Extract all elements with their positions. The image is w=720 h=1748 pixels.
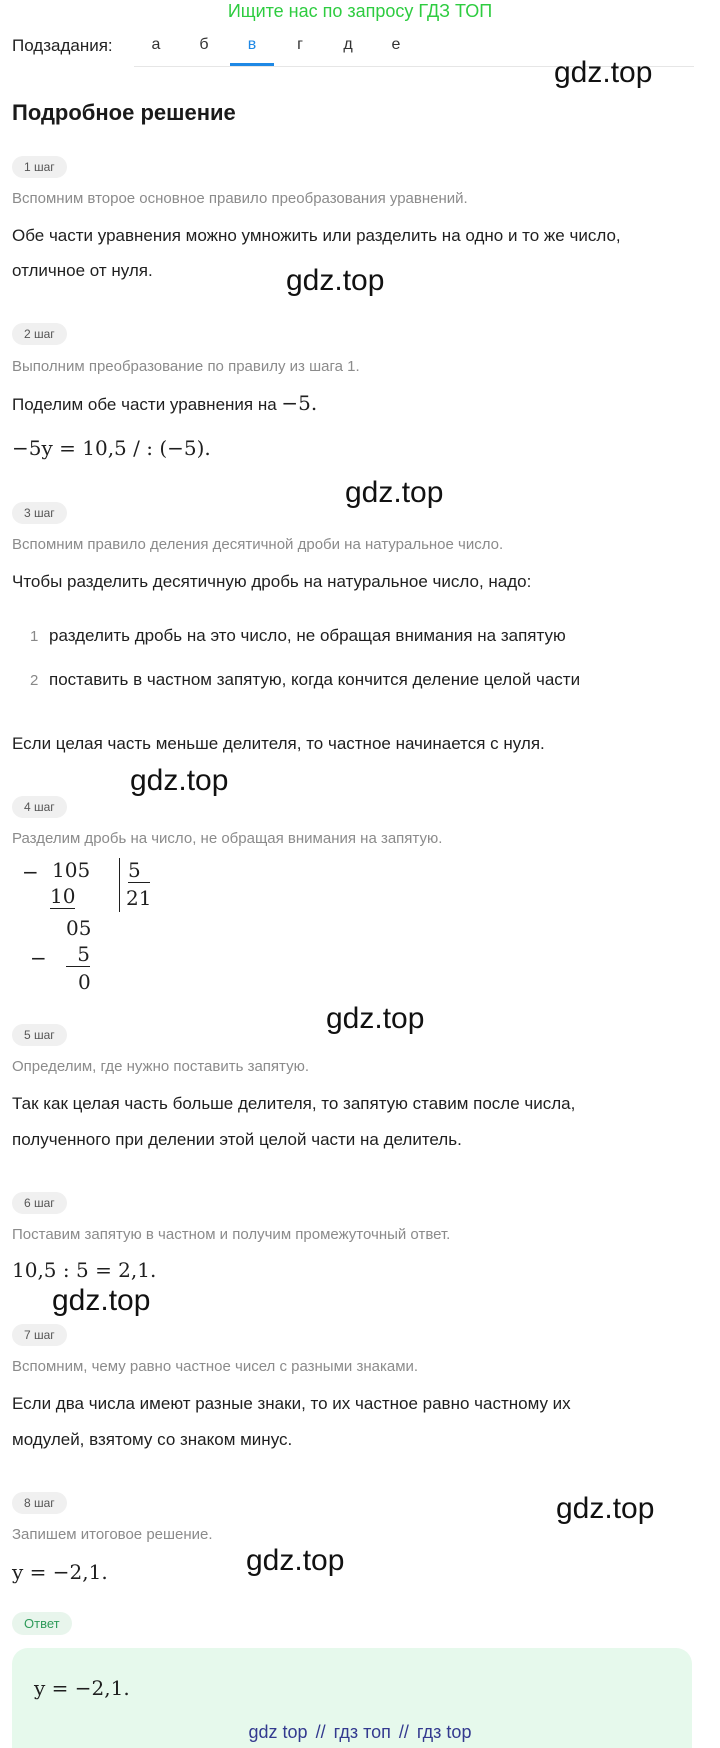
division-subtract-1: 10 [50, 884, 76, 908]
step-hint-1: Вспомним второе основное правило преобразования уравнений. [12, 190, 468, 207]
tab-v[interactable]: в [230, 36, 274, 66]
step-badge-2: 2 шаг [12, 323, 67, 345]
step-hint-5: Определим, где нужно поставить запятую. [12, 1058, 309, 1075]
watermark: gdz.top [554, 56, 653, 89]
step-text-1b: отличное от нуля. [12, 261, 153, 280]
footer-link-2[interactable]: гдз топ [333, 1722, 391, 1742]
step-hint-7: Вспомним, чему равно частное чисел с разными знаками. [12, 1358, 419, 1375]
subtasks-label: Подзадания: [12, 36, 113, 55]
tab-e[interactable]: е [391, 36, 401, 53]
watermark: gdz.top [246, 1544, 345, 1577]
step-note-3: Если целая часть меньше делителя, то частное начинается с нуля. [12, 734, 545, 753]
tab-a[interactable]: а [151, 36, 161, 53]
footer-separator: // [315, 1722, 326, 1742]
answer-badge: Ответ [12, 1612, 72, 1635]
watermark: gdz.top [286, 264, 385, 297]
watermark: gdz.top [52, 1284, 151, 1317]
division-minus-1: − [22, 860, 39, 884]
step-badge-8: 8 шаг [12, 1492, 67, 1514]
footer-separator: // [398, 1722, 409, 1742]
page-title: Подробное решение [12, 100, 236, 125]
promo-banner: Ищите нас по запросу ГДЗ ТОП [227, 1, 493, 21]
step-text-1a: Обе части уравнения можно умножить или разделить на одно и то же число, [12, 226, 621, 245]
tab-b[interactable]: б [199, 36, 209, 53]
step-text-5a: Так как целая часть больше делителя, то запятую ставим после числа, [12, 1094, 576, 1113]
step-text-2-words: Поделим обе части уравнения на [12, 395, 277, 414]
step-text-5b: полученного при делении этой целой части на делитель. [12, 1130, 462, 1149]
answer-formula: y = −2,1. [34, 1676, 130, 1700]
list-item-2: поставить в частном запятую, когда кончится деление целой части [49, 670, 581, 689]
step-hint-6: Поставим запятую в частном и получим промежуточный ответ. [12, 1226, 451, 1243]
division-divisor: 5 [128, 858, 150, 883]
step-badge-7: 7 шаг [12, 1324, 67, 1346]
step-hint-8: Запишем итоговое решение. [12, 1526, 213, 1543]
step-text-2 [12, 386, 317, 422]
footer-link-3[interactable]: гдз top [416, 1722, 472, 1742]
division-bracket-vertical [119, 858, 120, 912]
list-number-1: 1 [30, 628, 39, 645]
division-quotient: 21 [126, 886, 152, 910]
division-subtract-2: 5 [66, 942, 90, 967]
footer-links [0, 1722, 720, 1743]
formula-step-8: y = −2,1. [12, 1560, 108, 1584]
step-badge-5: 5 шаг [12, 1024, 67, 1046]
division-remainder-1: 05 [66, 916, 92, 940]
step-text-3: Чтобы разделить десятичную дробь на натуральное число, надо: [12, 572, 532, 591]
watermark: gdz.top [130, 764, 229, 797]
division-minus-2: − [30, 946, 47, 970]
division-dividend: 105 [52, 858, 91, 882]
step-hint-3: Вспомним правило деления десятичной дроби на натуральное число. [12, 536, 504, 553]
formula-step-2: −5y = 10,5 / : (−5). [12, 436, 211, 460]
tab-d[interactable]: д [343, 36, 353, 53]
step-text-2-number: −5. [281, 391, 318, 415]
list-number-2: 2 [30, 672, 39, 689]
step-hint-2: Выполним преобразование по правилу из шага 1. [12, 358, 360, 375]
division-remainder-2: 0 [78, 970, 91, 994]
formula-step-6: 10,5 : 5 = 2,1. [12, 1258, 157, 1282]
step-text-7b: модулей, взятому со знаком минус. [12, 1430, 293, 1449]
watermark: gdz.top [345, 476, 444, 509]
watermark: gdz.top [556, 1492, 655, 1525]
footer-link-1[interactable]: gdz top [248, 1722, 308, 1742]
list-item-1: разделить дробь на это число, не обращая внимания на запятую [49, 626, 566, 645]
step-hint-4: Разделим дробь на число, не обращая внимания на запятую. [12, 830, 443, 847]
tab-g[interactable]: г [297, 36, 303, 53]
step-badge-4: 4 шаг [12, 796, 67, 818]
step-badge-1: 1 шаг [12, 156, 67, 178]
step-badge-6: 6 шаг [12, 1192, 67, 1214]
step-text-7a: Если два числа имеют разные знаки, то их частное равно частному их [12, 1394, 571, 1413]
watermark: gdz.top [326, 1002, 425, 1035]
step-badge-3: 3 шаг [12, 502, 67, 524]
